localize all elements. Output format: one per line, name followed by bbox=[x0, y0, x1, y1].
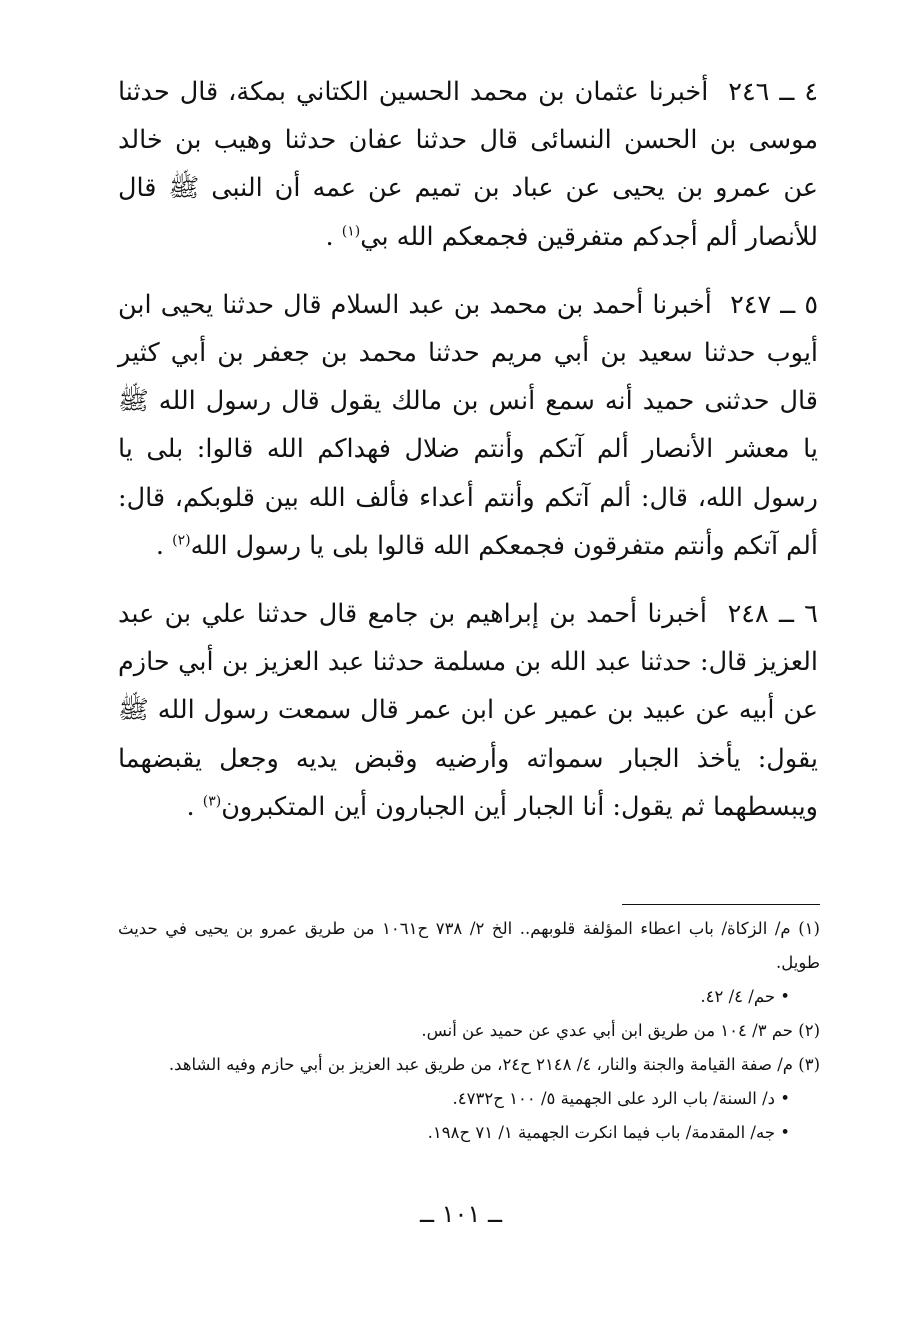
hadith-entry-246 bbox=[118, 68, 818, 261]
hadith-number: ٦ ــ ٢٤٨ bbox=[727, 599, 818, 630]
hadith-number: ٥ ــ ٢٤٧ bbox=[730, 289, 819, 320]
hadith-end: . bbox=[325, 221, 342, 252]
hadith-entry-248 bbox=[118, 590, 818, 831]
hadith-body: أخبرنا أحمد بن محمد بن عبد السلام قال حدثنا يحيى ابن أيوب حدثنا سعيد بن أبي مريم حدثنا محمد بن جعفر بن أبي كثير قال حدثنى حميد أنه سمع أنس بن مالك يقول قال رسول الله ﷺ يا معشر الأنصار ألم آتكم وأنتم ضلال فهداكم الله قالوا: بلى يا رسول الله، قال: ألم آتكم وأنتم أعداء فألف الله بين قلوبكم، قال: ألم آتكم وأنتم متفرقون فجمعكم الله قالوا بلى يا رسول الله bbox=[118, 289, 818, 561]
footnote-ref: (٢) bbox=[172, 532, 191, 549]
page-number: ــ ١٠١ ــ bbox=[419, 1200, 503, 1228]
footnote-2: (٢) حم ٣/ ١٠٤ من طريق ابن أبي عدي عن حميد عن أنس. bbox=[421, 1021, 820, 1040]
footnote-3: (٣) م/ صفة القيامة والجنة والنار، ٤/ ٢١٤٨ ح٢٤، من طريق عبد العزيز بن أبي حازم وفيه الشاهد. bbox=[168, 1055, 820, 1074]
hadith-body: أخبرنا أحمد بن إبراهيم بن جامع قال حدثنا علي بن عبد العزيز قال: حدثنا عبد الله بن مسلمة حدثنا عبد العزيز بن أبي حازم عن أبيه عن عبيد بن عمير عن ابن عمر قال سمعت رسول الله ﷺ يقول: يأخذ الجبار سمواته وأرضيه وقبض يديه وجعل يقبضهما ويبسطهما ثم يقول: أنا الجبار أين الجبارون أين المتكبرون bbox=[118, 599, 818, 822]
hadith-number: ٤ ــ ٢٤٦ bbox=[728, 77, 819, 107]
footnote-divider bbox=[622, 904, 820, 905]
footnote-ref: (٣) bbox=[202, 793, 222, 810]
footnote-3-extra-1: • د/ السنة/ باب الرد على الجهمية ٥/ ١٠٠ ح٤٧٣٢. bbox=[452, 1089, 790, 1108]
hadith-body: أخبرنا عثمان بن محمد الحسين الكتاني بمكة، قال حدثنا موسى بن الحسن النسائى قال حدثنا عفان حدثنا وهيب بن خالد عن عمرو بن يحيى عن عباد بن تميم عن عمه أن النبى ﷺ قال للأنصار ألم أجدكم متفرقين فجمعكم الله بي bbox=[118, 77, 818, 252]
hadith-text bbox=[118, 68, 818, 851]
footnote-1-extra: • حم/ ٤/ ٤٢. bbox=[700, 987, 790, 1006]
footnote-ref: (١) bbox=[341, 223, 361, 240]
hadith-end: . bbox=[155, 530, 173, 561]
footnotes bbox=[118, 912, 820, 1150]
footnote-3-extra-2: • جه/ المقدمة/ باب فيما انكرت الجهمية ١/ ٧١ ح١٩٨. bbox=[427, 1123, 790, 1142]
hadith-end: . bbox=[186, 791, 203, 822]
footnote-1: (١) م/ الزكاة/ باب اعطاء المؤلفة قلوبهم.. الخ ٢/ ٧٣٨ ح١٠٦١ من طريق عمرو بن يحيى في حديث طويل. bbox=[118, 919, 820, 972]
hadith-entry-247 bbox=[118, 281, 818, 570]
